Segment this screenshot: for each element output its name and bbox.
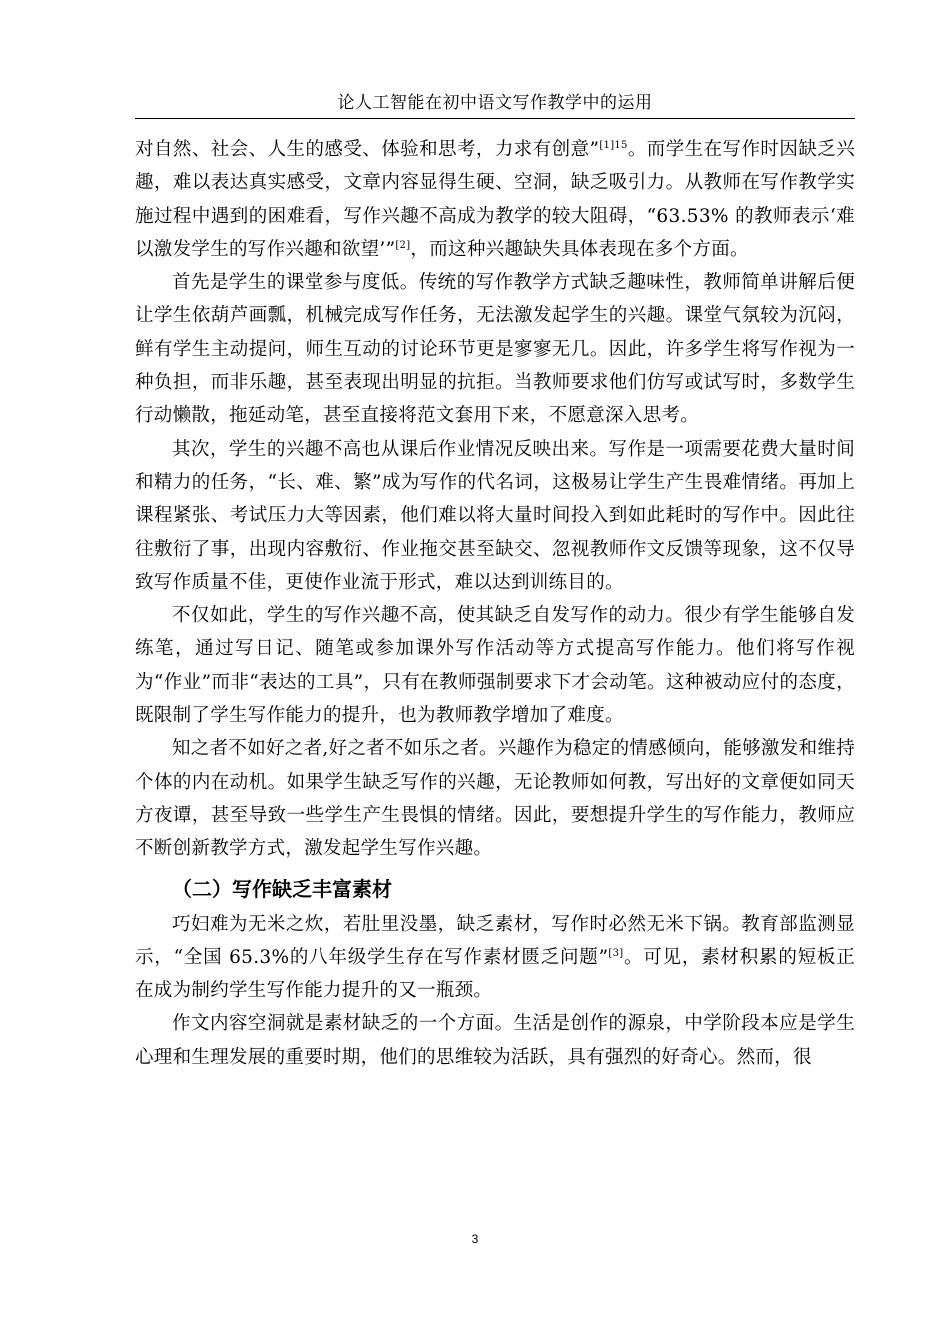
paragraph-text: 。而学生在写作时因缺乏兴趣，难以表达真实感受，文章内容显得生硬、空洞，缺乏吸引力。从教师在写作教学实施过程中遇到的困难看，写作兴趣不高成为教学的较大阻碍，“63.53% 的教师表示‘难以激发学生的写作兴趣和欲望’” xyxy=(135,139,855,260)
paragraph-text: ，而这种兴趣缺失具体表现在多个方面。 xyxy=(410,238,749,260)
paragraph: 不仅如此，学生的写作兴趣不高，使其缺乏自发写作的动力。很少有学生能够自发练笔，通过写日记、随笔或参加课外写作活动等方式提高写作能力。他们将写作视为“作业”而非“表达的工具”，只有在教师强制要求下才会动笔。这种被动应付的态度，既限制了学生写作能力的提升，也为教师教学增加了难度。 xyxy=(135,605,855,727)
paragraph: 首先是学生的课堂参与度低。传统的写作教学方式缺乏趣味性，教师简单讲解后便让学生依葫芦画瓢，机械完成写作任务，无法激发起学生的兴趣。课堂气氛较为沉闷，鲜有学生主动提问，师生互动的讨论环节更是寥寥无几。因此，许多学生将写作视为一种负担，而非乐趣，甚至表现出明显的抗拒。当教师要求他们仿写或试写时，多数学生行动懒散，拖延动笔，甚至直接将范文套用下来，不愿意深入思考。 xyxy=(135,272,855,427)
page-number: 3 xyxy=(471,1232,479,1246)
paragraph-continuation xyxy=(135,133,855,266)
header-divider xyxy=(135,118,855,119)
body-text xyxy=(135,133,855,1074)
section-heading: （二）写作缺乏丰富素材 xyxy=(172,876,392,901)
paragraph-text: 对自然、社会、人生的感受、体验和思考，力求有创意” xyxy=(135,139,600,160)
paragraph xyxy=(135,908,855,1008)
paragraph: 其次，学生的兴趣不高也从课后作业情况反映出来。写作是一项需要花费大量时间和精力的任务，“长、难、繁”成为写作的代名词，这极易让学生产生畏难情绪。再加上课程紧张、考试压力大等因素，他们难以将大量时间投入到如此耗时的写作中。因此往往敷衍了事，出现内容敷衍、作业拖交甚至缺交、忽视教师作文反馈等现象，这不仅导致写作质量不佳，更使作业流于形式，难以达到训练目的。 xyxy=(135,438,855,593)
paragraph: 知之者不如好之者,好之者不如乐之者。兴趣作为稳定的情感倾向，能够激发和维持个体的内在动机。如果学生缺乏写作的兴趣，无论教师如何教，写出好的文章便如同天方夜谭，甚至导致一些学生产生畏惧的情绪。因此，要想提升学生的写作能力，教师应不断创新教学方式，激发起学生写作兴趣。 xyxy=(135,738,855,860)
paragraph-text: 巧妇难为无米之炊，若肚里没墨，缺乏素材，写作时必然无米下锅。教育部监测显示，“全国 65.3%的八年级学生存在写作素材匮乏问题” xyxy=(135,913,855,968)
paragraph-text: 。可见，素材积累的短板正在成为制约学生写作能力提升的又一瓶颈。 xyxy=(135,946,856,1002)
citation-ref: [3] xyxy=(608,947,624,959)
citation-ref: [2] xyxy=(395,239,411,251)
paragraph: 作文内容空洞就是素材缺乏的一个方面。生活是创作的源泉，中学阶段本应是学生心理和生理发展的重要时期，他们的思维较为活跃，具有强烈的好奇心。然而，很 xyxy=(135,1013,855,1068)
citation-ref: [1]15 xyxy=(599,139,628,151)
page-header-title: 论人工智能在初中语文写作教学中的运用 xyxy=(337,93,653,113)
